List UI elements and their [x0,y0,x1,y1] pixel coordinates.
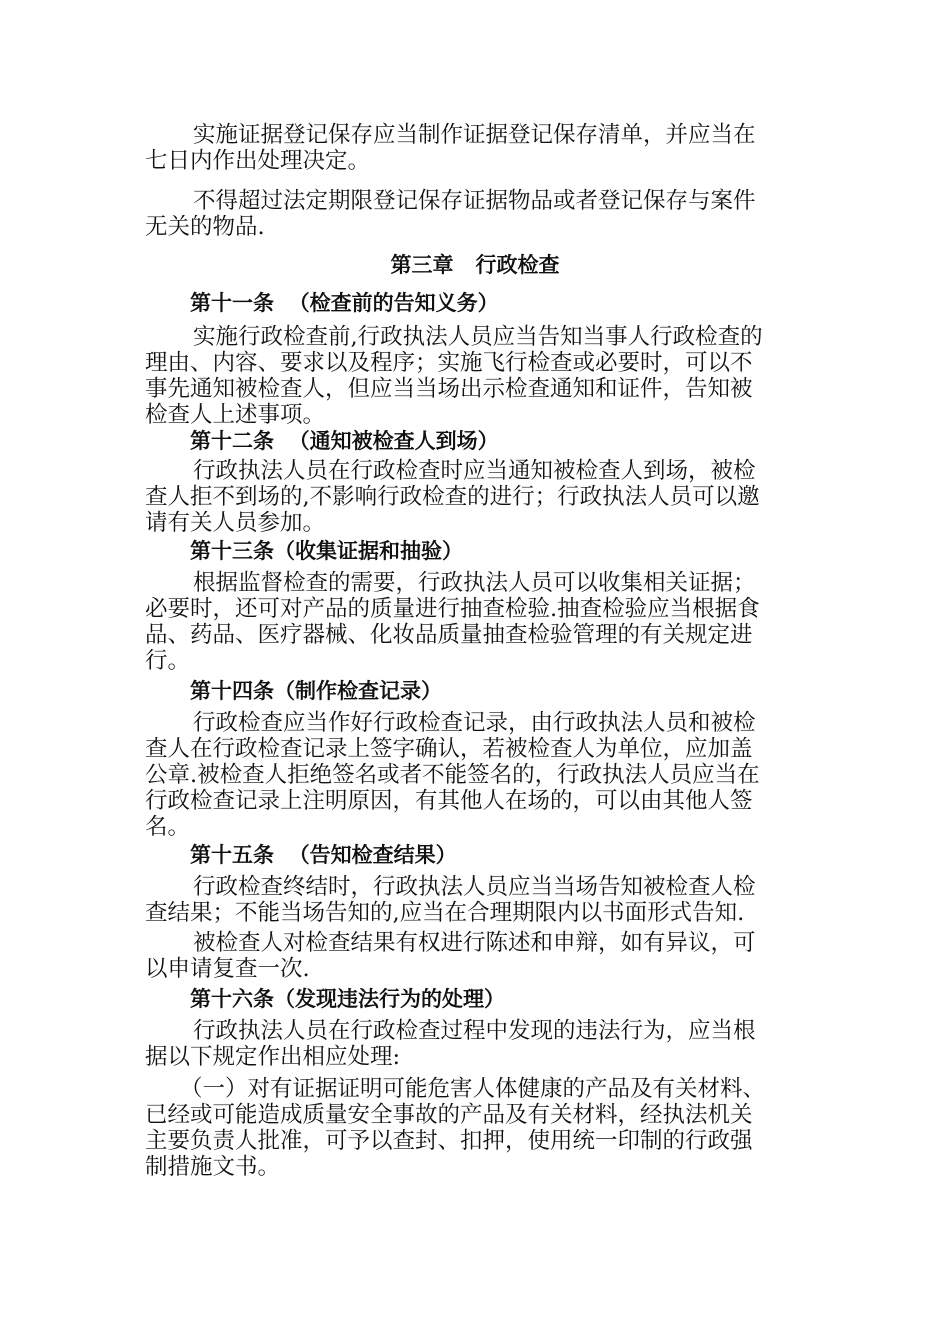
body-text-line: 行政检查终结时，行政执法人员应当当场告知被检查人检 [193,874,756,900]
article-heading: 第十六条（发现违法行为的处理） [190,987,505,1011]
body-text-line: 必要时，还可对产品的质量进行抽查检验.抽查检验应当根据食 [145,596,760,622]
body-text-line: 不得超过法定期限登记保存证据物品或者登记保存与案件 [193,188,756,214]
body-text-line: 据以下规定作出相应处理: [145,1044,401,1070]
body-text-line: 已经或可能造成质量安全事故的产品及有关材料，经执法机关 [145,1102,753,1128]
body-text-line: 查结果；不能当场告知的,应当在合理期限内以书面形式告知. [145,900,745,926]
body-text-line: 以申请复查一次. [145,956,310,982]
body-text-line: 行政执法人员在行政检查时应当通知被检查人到场，被检 [193,458,756,484]
body-text-line: 理由、内容、要求以及程序；实施飞行检查或必要时，可以不 [145,350,753,376]
body-text-line: 事先通知被检查人，但应当当场出示检查通知和证件，告知被 [145,376,753,402]
body-text-line: 行。 [145,648,191,674]
body-text-line: 实施证据登记保存应当制作证据登记保存清单，并应当在 [193,122,756,148]
body-text-line: 无关的物品. [145,214,265,240]
article-heading: 第十四条（制作检查记录） [190,679,442,703]
body-text-line: 实施行政检查前,行政执法人员应当告知当事人行政检查的 [193,324,763,350]
body-text-line: 名。 [145,814,191,840]
article-heading: 第十三条（收集证据和抽验） [190,539,463,563]
article-heading: 第十五条 （告知检查结果） [190,843,457,867]
body-text-line: 请有关人员参加。 [145,510,326,536]
article-heading: 第十二条 （通知被检查人到场） [190,429,499,453]
body-text-line: 主要负责人批准，可予以查封、扣押，使用统一印制的行政强 [145,1128,753,1154]
body-text-line: 制措施文书。 [145,1154,281,1180]
body-text-line: 行政执法人员在行政检查过程中发现的违法行为，应当根 [193,1018,756,1044]
body-text-line: 品、药品、医疗器械、化妆品质量抽查检验管理的有关规定进 [145,622,753,648]
body-text-line: 七日内作出处理决定。 [145,148,371,174]
article-heading: 第十一条 （检查前的告知义务） [190,291,499,315]
body-text-line: 检查人上述事项。 [145,402,326,428]
body-text-line: 查人拒不到场的,不影响行政检查的进行；行政执法人员可以邀 [145,484,760,510]
body-text-line: 行政检查应当作好行政检查记录，由行政执法人员和被检 [193,710,756,736]
body-text-line: 行政检查记录上注明原因，有其他人在场的，可以由其他人签 [145,788,753,814]
body-text-line: 查人在行政检查记录上签字确认，若被检查人为单位，应加盖 [145,736,753,762]
body-text-line: （一）对有证据证明可能危害人体健康的产品及有关材料、 [180,1076,766,1102]
body-text-line: 根据监督检查的需要，行政执法人员可以收集相关证据； [193,570,756,596]
body-text-line: 被检查人对检查结果有权进行陈述和申辩，如有异议，可 [193,930,756,956]
chapter-heading: 第三章 行政检查 [390,253,560,277]
body-text-line: 公章.被检查人拒绝签名或者不能签名的，行政执法人员应当在 [145,762,760,788]
